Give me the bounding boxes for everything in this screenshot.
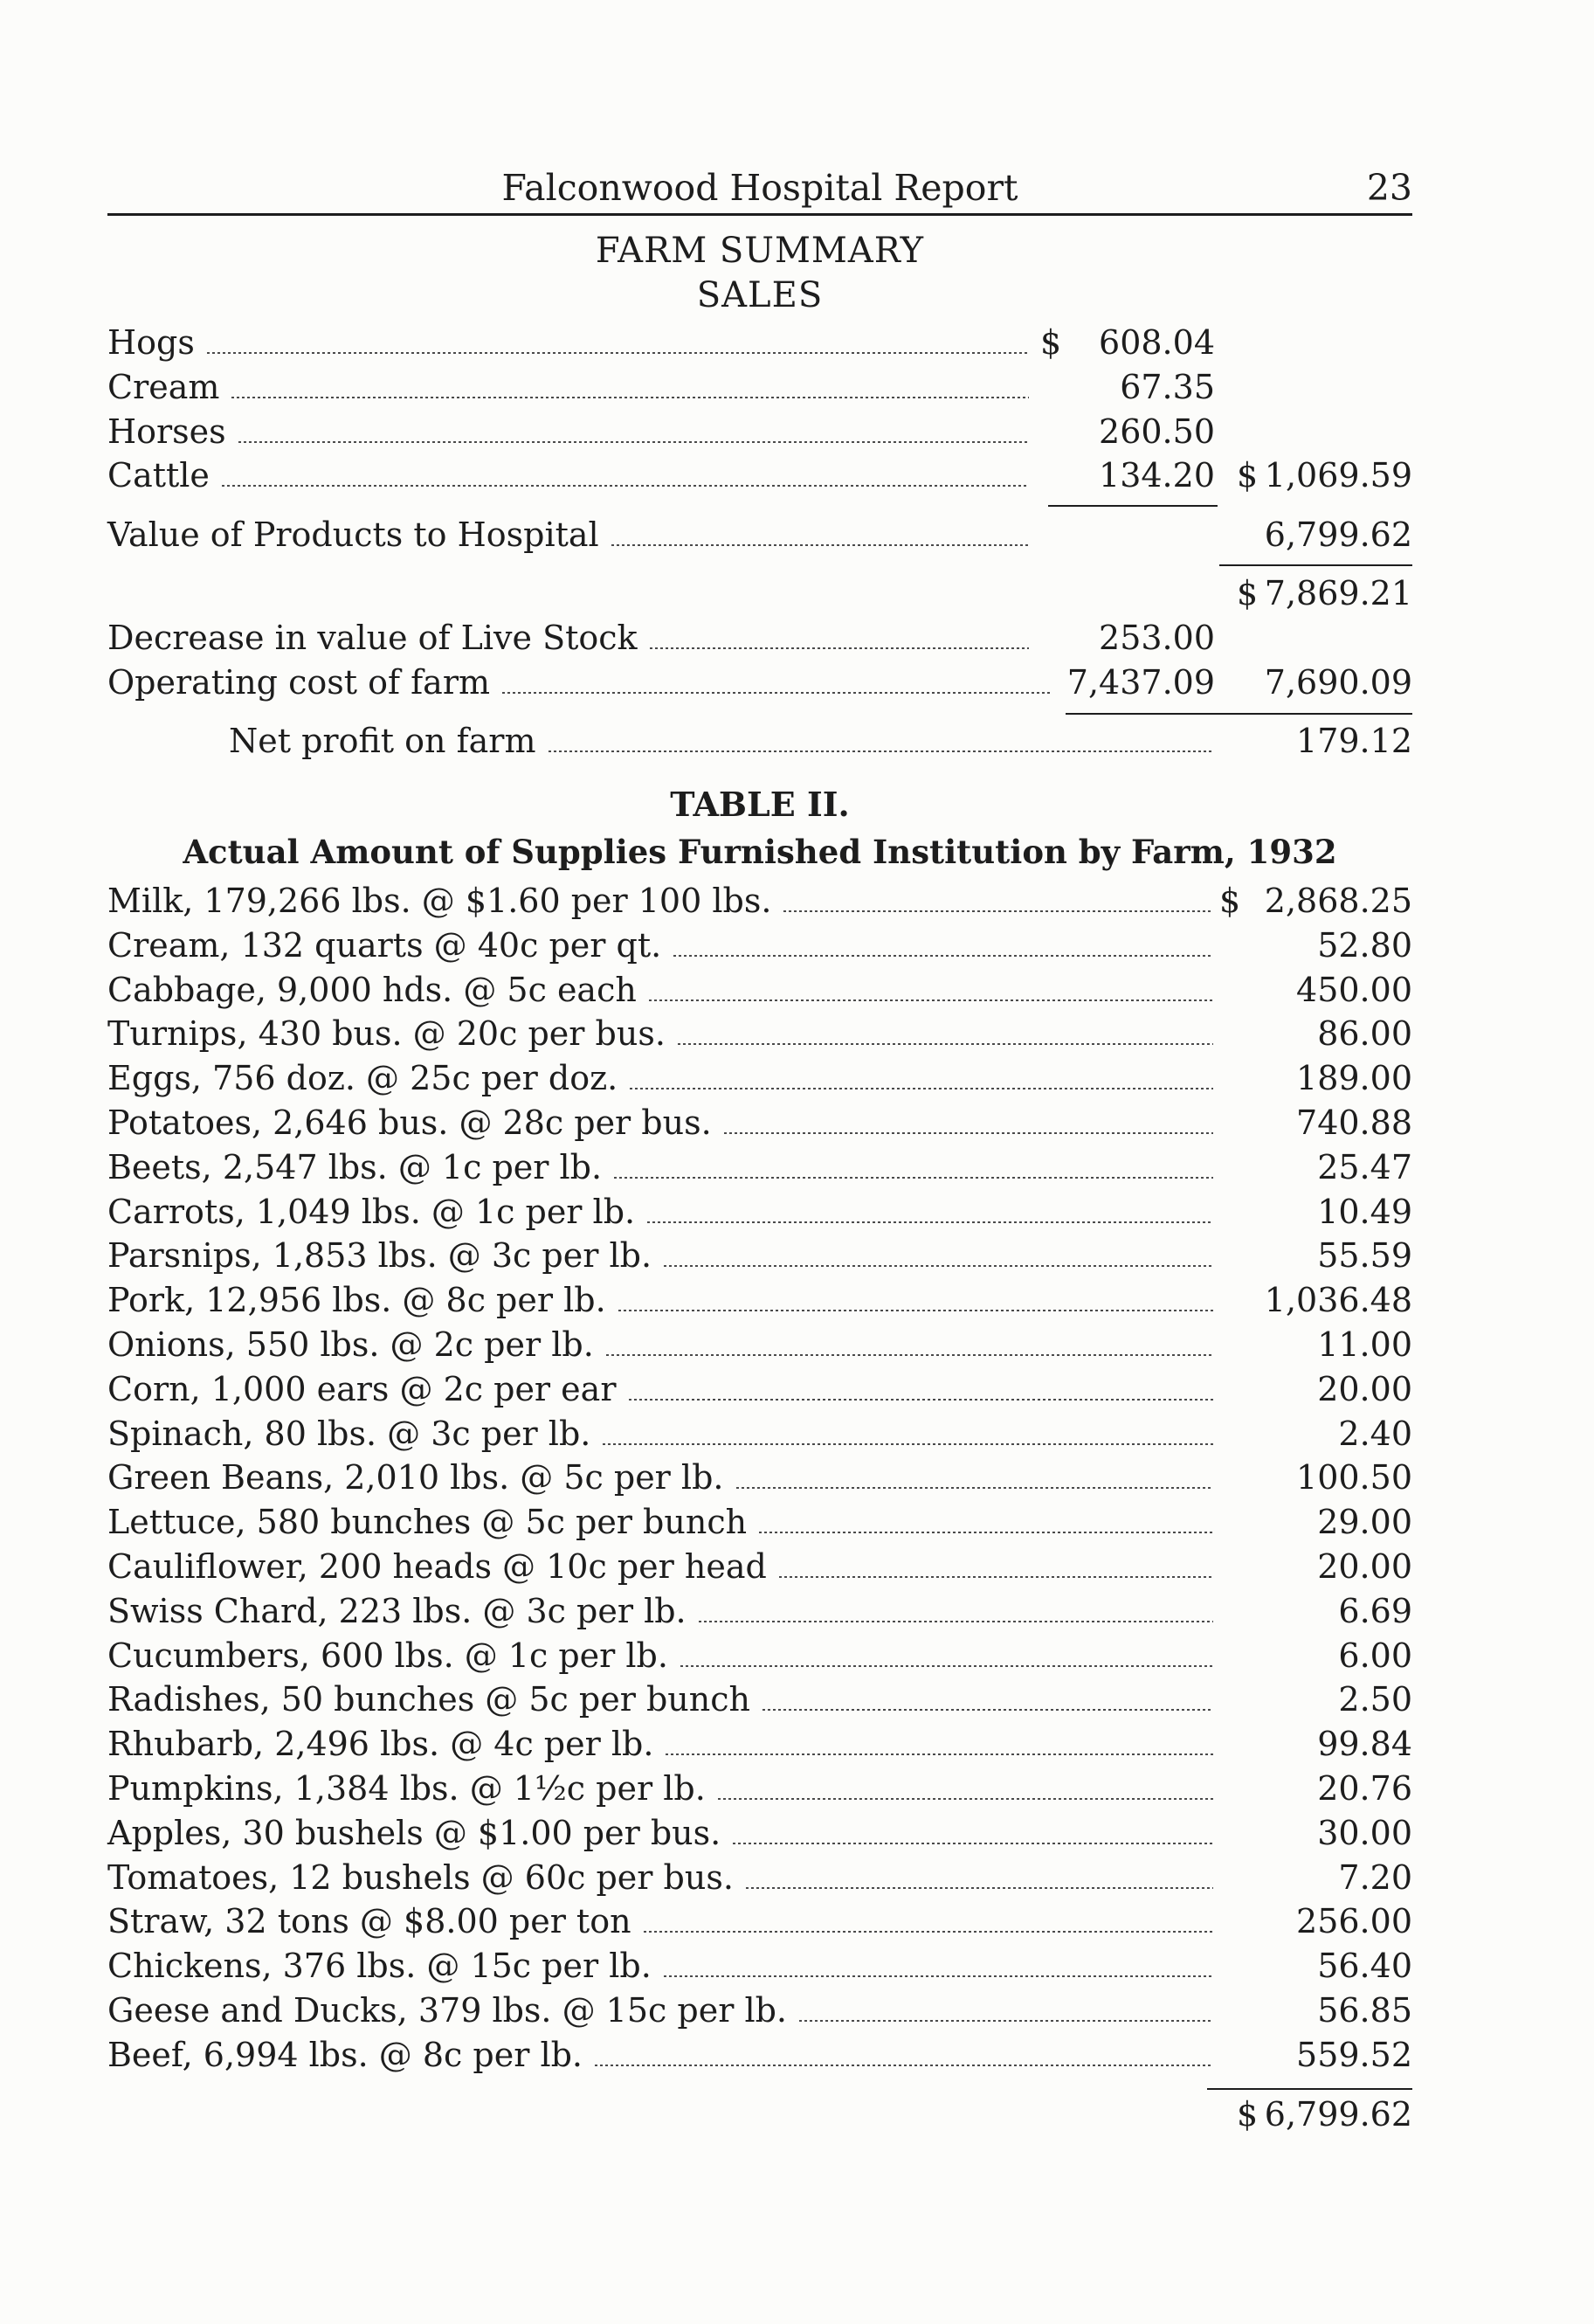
supply-description — [107, 923, 1213, 967]
sales-item-amount: 260.50 — [1099, 412, 1215, 451]
net-profit-amount: 179.12 — [1296, 722, 1412, 760]
sales-row-hogs — [107, 321, 1412, 364]
supply-item-amount: 55.59 — [1317, 1236, 1412, 1276]
leader-dots — [650, 647, 1029, 649]
supply-row — [107, 1234, 1412, 1277]
supply-item-amount: 740.88 — [1296, 1103, 1412, 1142]
sales-item-amount: 67.35 — [1120, 368, 1215, 406]
leader-dots — [783, 910, 1213, 912]
supply-item-label: Cabbage, 9,000 hds. @ 5c each — [107, 970, 637, 1009]
net-profit-label: Net profit on farm — [229, 722, 536, 760]
supply-row — [107, 1500, 1412, 1544]
supply-item-label: Carrots, 1,049 lbs. @ 1c per lb. — [107, 1192, 636, 1231]
leader-dots — [618, 1310, 1213, 1311]
sales-row-cattle — [107, 453, 1412, 497]
decrease-live-stock-description — [107, 616, 1029, 660]
supply-row — [107, 1989, 1412, 2032]
deductions-rule — [1066, 713, 1412, 715]
decrease-live-stock-row — [107, 616, 1412, 660]
supply-item-amount: 256.00 — [1296, 1902, 1412, 1941]
leader-dots — [595, 2065, 1213, 2066]
sales-row-cream — [107, 365, 1412, 409]
table-total-amount: 6,799.62 — [1264, 2095, 1412, 2134]
leader-dots — [207, 352, 1029, 354]
supply-description — [107, 1234, 1213, 1277]
supply-row — [107, 1367, 1412, 1411]
sales-description — [107, 410, 1029, 453]
value-of-products-label: Value of Products to Hospital — [107, 515, 599, 554]
supply-row — [107, 1412, 1412, 1456]
leader-dots — [673, 955, 1213, 957]
supply-item-amount: 30.00 — [1317, 1813, 1412, 1852]
supply-description — [107, 1944, 1213, 1988]
gross-total-rule — [1219, 564, 1412, 566]
leader-dots — [733, 1843, 1213, 1844]
value-of-products-row — [107, 513, 1412, 557]
supply-item-label: Chickens, 376 lbs. @ 15c per lb. — [107, 1947, 652, 1986]
supply-item-label: Pork, 12,956 lbs. @ 8c per lb. — [107, 1281, 606, 1320]
farm-summary-title: FARM SUMMARY — [595, 231, 925, 271]
supply-item-amount: 559.52 — [1296, 2035, 1412, 2074]
table-title: TABLE II. — [670, 785, 850, 824]
supply-item-amount: 11.00 — [1317, 1325, 1412, 1364]
decrease-live-stock-label: Decrease in value of Live Stock — [107, 619, 638, 657]
supply-description — [107, 2033, 1213, 2077]
supply-item-label: Pumpkins, 1,384 lbs. @ 1½c per lb. — [107, 1769, 706, 1808]
leader-dots — [762, 1709, 1213, 1711]
supply-item-label: Swiss Chard, 223 lbs. @ 3c per lb. — [107, 1591, 687, 1630]
supply-description — [107, 1767, 1213, 1810]
supply-item-label: Eggs, 756 doz. @ 25c per doz. — [107, 1059, 618, 1098]
supply-description — [107, 1722, 1213, 1766]
decrease-live-stock-amount: 253.00 — [1099, 619, 1215, 657]
sales-row-horses — [107, 410, 1412, 453]
supply-item-amount: 29.00 — [1317, 1503, 1412, 1542]
supply-item-amount: 7.20 — [1338, 1857, 1412, 1897]
supply-item-amount: 2.50 — [1338, 1680, 1412, 1719]
sales-item-label: Hogs — [107, 323, 195, 362]
sales-item-label: Horses — [107, 412, 226, 451]
supply-item-label: Radishes, 50 bunches @ 5c per bunch — [107, 1680, 750, 1719]
supply-item-amount: 100.50 — [1296, 1458, 1412, 1497]
leader-dots — [644, 1931, 1213, 1933]
supply-description — [107, 1589, 1213, 1633]
supply-description — [107, 968, 1213, 1012]
running-header — [107, 166, 1412, 210]
gross-total-row — [107, 571, 1412, 615]
supply-description — [107, 1677, 1213, 1721]
leader-dots — [736, 1487, 1214, 1489]
supply-item-label: Apples, 30 bushels @ $1.00 per bus. — [107, 1813, 721, 1852]
deductions-total-amount: 7,690.09 — [1264, 663, 1412, 702]
supply-row — [107, 1722, 1412, 1766]
supply-description — [107, 1012, 1213, 1055]
table-total-row — [107, 2092, 1412, 2136]
supply-row — [107, 1545, 1412, 1588]
currency-sign: $ — [1237, 456, 1259, 495]
supply-item-label: Tomatoes, 12 bushels @ 60c per bus. — [107, 1857, 734, 1897]
leader-dots — [680, 1665, 1213, 1667]
sales-description — [107, 321, 1029, 364]
supply-item-label: Beets, 2,547 lbs. @ 1c per lb. — [107, 1147, 603, 1186]
supply-item-label: Cream, 132 quarts @ 40c per qt. — [107, 925, 662, 965]
supply-item-label: Milk, 179,266 lbs. @ $1.60 per 100 lbs. — [107, 882, 772, 920]
supply-item-amount: 450.00 — [1296, 970, 1412, 1009]
supply-description — [107, 1056, 1213, 1100]
supply-description — [107, 1412, 1213, 1456]
sales-item-amount: 608.04 — [1099, 323, 1215, 362]
supply-row — [107, 1677, 1412, 1721]
leader-dots — [231, 397, 1029, 398]
gross-total-amount: 7,869.21 — [1264, 574, 1412, 612]
supply-description — [107, 1811, 1213, 1855]
operating-cost-label: Operating cost of farm — [107, 663, 491, 702]
supply-item-amount: 1,036.48 — [1264, 1281, 1412, 1320]
supply-item-label: Onions, 550 lbs. @ 2c per lb. — [107, 1325, 594, 1364]
leader-dots — [779, 1576, 1213, 1578]
supply-item-amount: 52.80 — [1317, 925, 1412, 965]
supply-row — [107, 1323, 1412, 1366]
supply-item-amount: 2,868.25 — [1264, 882, 1412, 920]
supply-item-amount: 20.00 — [1317, 1547, 1412, 1586]
operating-cost-row — [107, 661, 1412, 704]
supply-description — [107, 1190, 1213, 1234]
supply-row — [107, 1589, 1412, 1633]
supply-description — [107, 1278, 1213, 1322]
supply-row — [107, 1634, 1412, 1677]
supply-row — [107, 1056, 1412, 1100]
supply-description — [107, 1145, 1213, 1189]
supply-row — [107, 1456, 1412, 1499]
leader-dots — [549, 750, 1214, 752]
net-profit-row — [107, 719, 1412, 763]
supply-description — [107, 1323, 1213, 1366]
table-total-rule — [1207, 2088, 1412, 2090]
supply-row — [107, 1811, 1412, 1855]
supply-description — [107, 1456, 1213, 1499]
leader-dots — [746, 1887, 1213, 1889]
currency-sign: $ — [1237, 2095, 1259, 2134]
sales-description — [107, 365, 1029, 409]
page-number: 23 — [1366, 167, 1412, 209]
supply-description — [107, 1899, 1213, 1943]
leader-dots — [664, 1265, 1213, 1267]
supply-row — [107, 1767, 1412, 1810]
leader-dots — [647, 1221, 1213, 1223]
supply-item-amount: 20.00 — [1317, 1369, 1412, 1408]
supply-item-amount: 56.85 — [1317, 1991, 1412, 2030]
supply-item-label: Straw, 32 tons @ $8.00 per ton — [107, 1902, 631, 1941]
supply-row — [107, 1944, 1412, 1988]
supply-description — [107, 1545, 1213, 1588]
supply-item-amount: 2.40 — [1338, 1414, 1412, 1453]
supply-row — [107, 1145, 1412, 1189]
header-rule — [107, 213, 1412, 216]
sales-subtotal-rule — [1048, 505, 1218, 507]
supply-row — [107, 968, 1412, 1012]
leader-dots — [799, 2020, 1213, 2022]
supply-item-amount: 20.76 — [1317, 1769, 1412, 1808]
supply-item-label: Geese and Ducks, 379 lbs. @ 15c per lb. — [107, 1991, 787, 2030]
supply-description — [107, 1856, 1213, 1899]
supply-row — [107, 923, 1412, 967]
supply-description — [107, 1989, 1213, 2032]
leader-dots — [664, 1975, 1213, 1977]
supply-row — [107, 2033, 1412, 2077]
currency-sign: $ — [1040, 323, 1062, 362]
leader-dots — [614, 1177, 1213, 1179]
supply-row — [107, 1012, 1412, 1055]
supply-description — [107, 1634, 1213, 1677]
supply-item-amount: 56.40 — [1317, 1947, 1412, 1986]
leader-dots — [611, 544, 1029, 546]
supply-description — [107, 1500, 1213, 1544]
sales-total-amount: 1,069.59 — [1264, 456, 1412, 495]
supply-item-label: Parsnips, 1,853 lbs. @ 3c per lb. — [107, 1236, 652, 1276]
supply-item-label: Green Beans, 2,010 lbs. @ 5c per lb. — [107, 1458, 724, 1497]
leader-dots — [222, 485, 1029, 487]
supply-item-amount: 99.84 — [1317, 1725, 1412, 1764]
supply-item-label: Corn, 1,000 ears @ 2c per ear — [107, 1369, 617, 1408]
supply-item-amount: 6.00 — [1338, 1636, 1412, 1675]
value-of-products-description — [107, 513, 1029, 557]
leader-dots — [502, 692, 1052, 694]
supply-description — [107, 879, 1213, 923]
supply-description — [107, 1101, 1213, 1145]
sales-heading: SALES — [696, 275, 824, 315]
supply-item-label: Rhubarb, 2,496 lbs. @ 4c per lb. — [107, 1725, 654, 1764]
supply-row — [107, 1899, 1412, 1943]
leader-dots — [606, 1354, 1213, 1356]
supply-description — [107, 1367, 1213, 1411]
supply-item-amount: 10.49 — [1317, 1192, 1412, 1231]
net-profit-description — [229, 719, 1213, 763]
table-subtitle: Actual Amount of Supplies Furnished Institution by Farm, 1932 — [183, 833, 1337, 871]
leader-dots — [699, 1621, 1213, 1622]
leader-dots — [238, 441, 1029, 443]
leader-dots — [759, 1532, 1213, 1533]
sales-item-amount: 134.20 — [1099, 456, 1215, 495]
leader-dots — [718, 1798, 1213, 1800]
supply-row — [107, 1190, 1412, 1234]
supply-row — [107, 879, 1412, 923]
supply-item-label: Potatoes, 2,646 bus. @ 28c per bus. — [107, 1103, 712, 1142]
leader-dots — [603, 1443, 1213, 1445]
sales-item-label: Cream — [107, 368, 220, 406]
leader-dots — [724, 1132, 1213, 1134]
supply-item-label: Cucumbers, 600 lbs. @ 1c per lb. — [107, 1636, 668, 1675]
supply-row — [107, 1278, 1412, 1322]
leader-dots — [666, 1753, 1213, 1755]
sales-item-label: Cattle — [107, 456, 210, 495]
supply-item-label: Lettuce, 580 bunches @ 5c per bunch — [107, 1503, 748, 1542]
currency-sign: $ — [1219, 882, 1241, 920]
leader-dots — [649, 999, 1213, 1001]
leader-dots — [678, 1043, 1213, 1045]
supply-item-label: Cauliflower, 200 heads @ 10c per head — [107, 1547, 767, 1586]
value-of-products-amount: 6,799.62 — [1264, 515, 1412, 554]
supply-item-amount: 86.00 — [1317, 1014, 1412, 1054]
supply-item-label: Spinach, 80 lbs. @ 3c per lb. — [107, 1414, 591, 1453]
leader-dots — [630, 1088, 1213, 1089]
supply-item-amount: 25.47 — [1317, 1147, 1412, 1186]
currency-sign: $ — [1237, 574, 1259, 612]
supply-row — [107, 1101, 1412, 1145]
supply-item-label: Beef, 6,994 lbs. @ 8c per lb. — [107, 2035, 583, 2074]
operating-cost-amount: 7,437.09 — [1066, 663, 1215, 702]
supply-item-amount: 189.00 — [1296, 1059, 1412, 1098]
supply-item-amount: 6.69 — [1338, 1591, 1412, 1630]
report-title: Falconwood Hospital Report — [501, 167, 1018, 209]
supply-row — [107, 1856, 1412, 1899]
sales-description — [107, 453, 1029, 497]
leader-dots — [629, 1399, 1214, 1401]
supply-item-label: Turnips, 430 bus. @ 20c per bus. — [107, 1014, 666, 1054]
operating-cost-description — [107, 661, 1052, 704]
